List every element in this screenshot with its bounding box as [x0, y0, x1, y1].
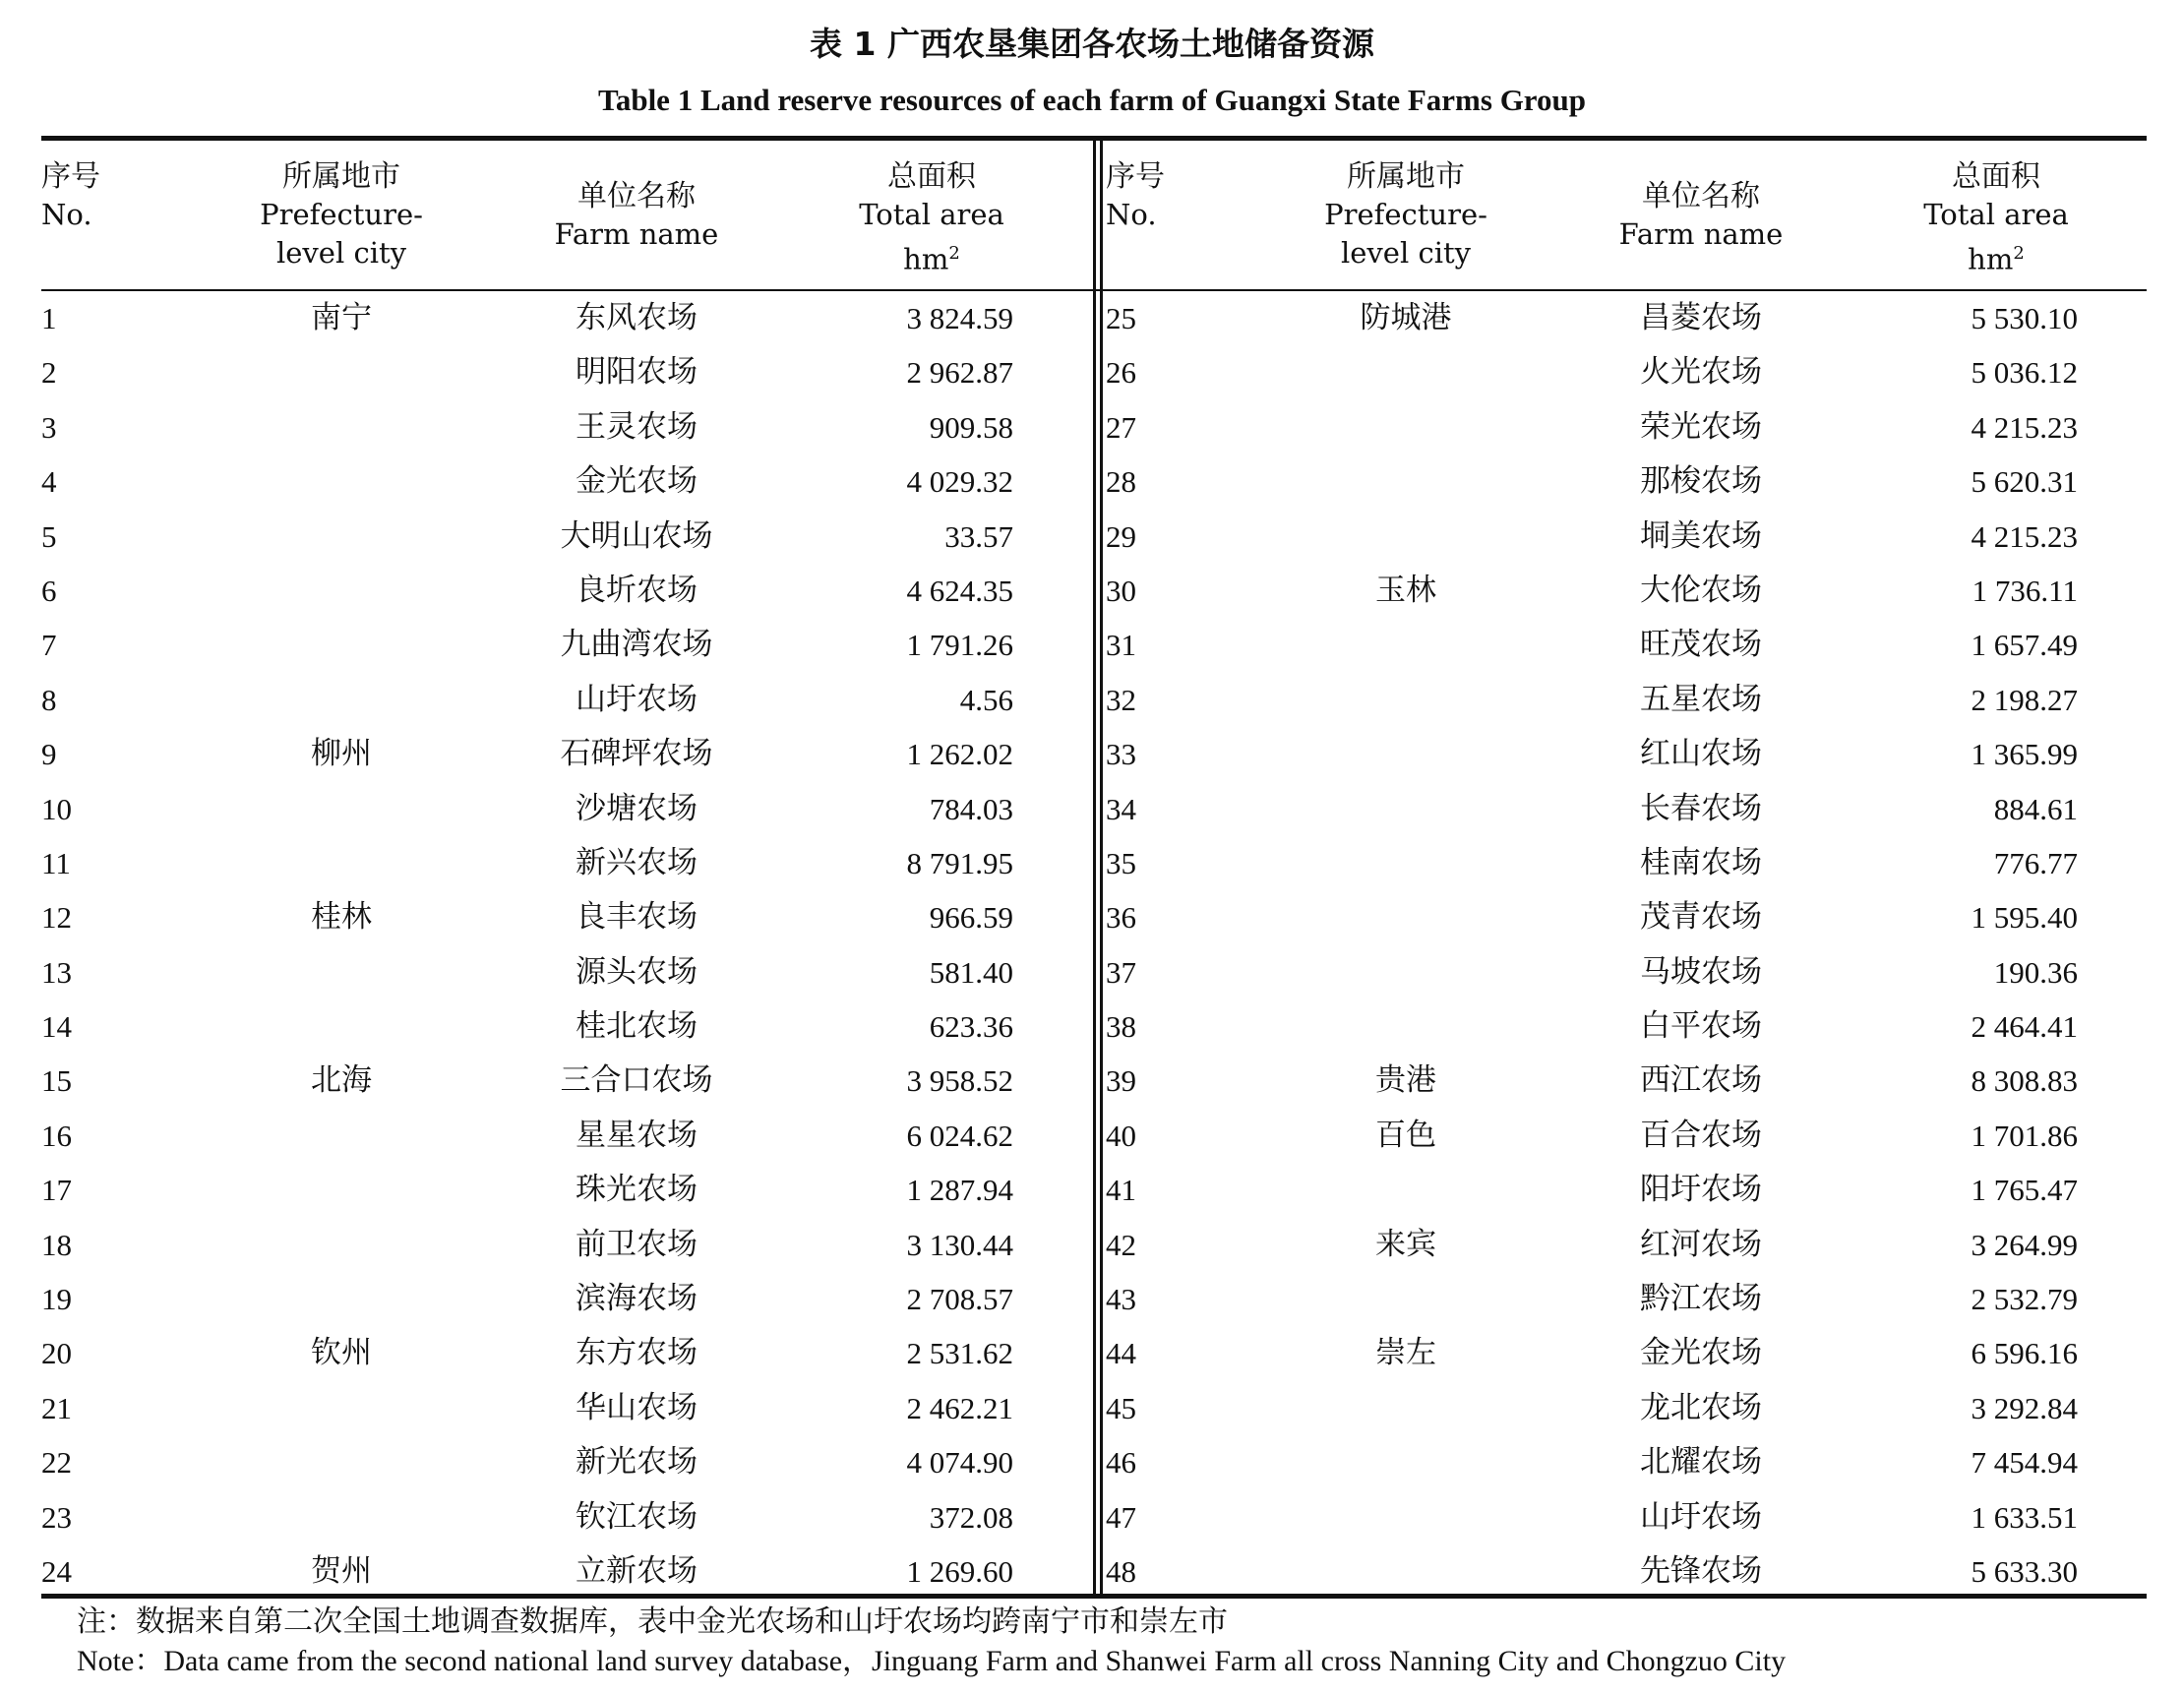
- table-row: [41, 345, 1089, 399]
- row-farm-name: 长春农场: [1640, 790, 1762, 826]
- table-row: [1106, 400, 2154, 454]
- row-total-area: 2 708.57: [906, 1282, 1013, 1317]
- row-farm-name: 马坡农场: [1640, 953, 1762, 990]
- row-city: 贺州: [311, 1552, 372, 1589]
- row-number: 9: [41, 737, 57, 772]
- row-total-area: 3 264.99: [1971, 1227, 2078, 1262]
- row-total-area: 5 036.12: [1971, 355, 2078, 391]
- table-row: [1106, 782, 2154, 836]
- row-number: 47: [1106, 1499, 1136, 1535]
- row-farm-name: 前卫农场: [576, 1226, 698, 1262]
- row-farm-name: 沙塘农场: [576, 790, 698, 826]
- row-farm-name: 钦江农场: [576, 1498, 698, 1535]
- row-farm-name: 百合农场: [1640, 1117, 1762, 1153]
- table-row: [1106, 1272, 2154, 1326]
- table-row: [41, 618, 1089, 672]
- row-farm-name: 东方农场: [576, 1335, 698, 1371]
- row-number: 22: [41, 1445, 72, 1481]
- row-number: 16: [41, 1118, 72, 1153]
- table-row: [41, 510, 1089, 564]
- row-farm-name: 新光农场: [576, 1444, 698, 1481]
- row-total-area: 1 365.99: [1971, 737, 2078, 772]
- row-farm-name: 荣光农场: [1640, 408, 1762, 445]
- table-row: [1106, 1054, 2154, 1108]
- table-row: [41, 1272, 1089, 1326]
- row-farm-name: 山圩农场: [576, 681, 698, 717]
- row-total-area: 1 765.47: [1971, 1173, 2078, 1208]
- row-total-area: 1 262.02: [906, 737, 1013, 772]
- table-row: [1106, 1109, 2154, 1163]
- table-note-cn: 注：数据来自第二次全国土地调查数据库，表中金光农场和山圩农场均跨南宁市和崇左市: [77, 1604, 1228, 1639]
- row-total-area: 5 620.31: [1971, 464, 2078, 500]
- row-number: 23: [41, 1499, 72, 1535]
- row-total-area: 190.36: [1993, 954, 2078, 990]
- table-row: [41, 836, 1089, 890]
- row-number: 18: [41, 1227, 72, 1262]
- table-row: [1106, 836, 2154, 890]
- table-row: [1106, 890, 2154, 944]
- row-total-area: 5 530.10: [1971, 301, 2078, 335]
- table-half-left: [41, 136, 1089, 1594]
- row-total-area: 6 596.16: [1971, 1336, 2078, 1371]
- row-number: 41: [1106, 1173, 1136, 1208]
- row-number: 5: [41, 518, 57, 554]
- row-total-area: 2 531.62: [906, 1336, 1013, 1371]
- row-farm-name: 旺茂农场: [1640, 627, 1762, 663]
- table-row: [1106, 564, 2154, 618]
- row-total-area: 7 454.94: [1971, 1445, 2078, 1481]
- row-farm-name: 垌美农场: [1640, 517, 1762, 554]
- row-total-area: 3 958.52: [906, 1063, 1013, 1099]
- row-total-area: 3 292.84: [1971, 1390, 2078, 1425]
- table-row: [41, 999, 1089, 1054]
- row-farm-name: 王灵农场: [576, 408, 698, 445]
- row-farm-name: 红山农场: [1640, 736, 1762, 772]
- row-farm-name: 那梭农场: [1640, 463, 1762, 500]
- row-total-area: 33.57: [944, 518, 1013, 554]
- row-city: 百色: [1375, 1117, 1436, 1153]
- row-total-area: 6 024.62: [906, 1118, 1013, 1153]
- table-row: [41, 1054, 1089, 1108]
- row-total-area: 8 308.83: [1971, 1063, 2078, 1099]
- row-farm-name: 良丰农场: [576, 899, 698, 936]
- table-body-right: [1106, 291, 2154, 1599]
- table-row: [41, 454, 1089, 509]
- table-title-en: Table 1 Land reserve resources of each farm of Guangxi State Farms Group: [598, 83, 1586, 117]
- row-farm-name: 先锋农场: [1640, 1552, 1762, 1589]
- row-farm-name: 三合口农场: [560, 1062, 713, 1099]
- row-farm-name: 西江农场: [1640, 1062, 1762, 1099]
- row-number: 39: [1106, 1063, 1136, 1099]
- row-farm-name: 白平农场: [1640, 1008, 1762, 1045]
- table-row: [1106, 1490, 2154, 1544]
- table-row: [41, 890, 1089, 944]
- table-row: [1106, 345, 2154, 399]
- table-row: [1106, 1381, 2154, 1435]
- row-farm-name: 龙北农场: [1640, 1389, 1762, 1425]
- row-number: 14: [41, 1009, 72, 1045]
- row-total-area: 1 269.60: [906, 1553, 1013, 1589]
- row-number: 13: [41, 954, 72, 990]
- row-total-area: 4 215.23: [1971, 518, 2078, 554]
- row-farm-name: 东风农场: [576, 300, 698, 335]
- row-total-area: 909.58: [929, 409, 1013, 445]
- row-farm-name: 新兴农场: [576, 844, 698, 880]
- row-total-area: 2 532.79: [1971, 1282, 2078, 1317]
- header-city: 所属地市 Prefecture- level city: [1324, 159, 1487, 270]
- row-number: 15: [41, 1063, 72, 1099]
- row-total-area: 2 464.41: [1971, 1009, 2078, 1045]
- row-total-area: 623.36: [929, 1009, 1013, 1045]
- row-total-area: 784.03: [929, 791, 1013, 826]
- row-number: 1: [41, 301, 57, 335]
- row-total-area: 3 130.44: [906, 1227, 1013, 1262]
- row-city: 北海: [311, 1062, 372, 1099]
- row-total-area: 776.77: [1993, 845, 2078, 880]
- table-row: [41, 400, 1089, 454]
- table-row: [41, 1326, 1089, 1380]
- table-row: [1106, 291, 2154, 345]
- table-row: [41, 291, 1089, 345]
- row-number: 29: [1106, 518, 1136, 554]
- row-total-area: 1 287.94: [906, 1173, 1013, 1208]
- row-total-area: 2 462.21: [906, 1390, 1013, 1425]
- table-note-en: Note：Data came from the second national land survey database，Jinguang Farm and Shanwei Farm all cross Nanning City and Chongzuo City: [77, 1645, 1787, 1677]
- row-number: 28: [1106, 464, 1136, 500]
- table-row: [1106, 1218, 2154, 1272]
- row-number: 12: [41, 900, 72, 936]
- header-area: 总面积 Total area $hm^2$: [859, 159, 1004, 276]
- table-row: [41, 1435, 1089, 1489]
- header-no: 序号 No.: [41, 159, 100, 231]
- table-row: [1106, 1435, 2154, 1489]
- row-total-area: 4 029.32: [906, 464, 1013, 500]
- row-number: 37: [1106, 954, 1136, 990]
- row-total-area: 8 791.95: [906, 845, 1013, 880]
- table-row: [41, 727, 1089, 781]
- row-total-area: 3 824.59: [906, 301, 1013, 335]
- row-farm-name: 立新农场: [576, 1552, 698, 1589]
- table-body-left: [41, 291, 1089, 1599]
- row-number: 46: [1106, 1445, 1136, 1481]
- table-row: [1106, 945, 2154, 999]
- row-city: 桂林: [311, 899, 372, 936]
- row-farm-name: 华山农场: [576, 1389, 698, 1425]
- table-row: [41, 564, 1089, 618]
- row-farm-name: 金光农场: [1640, 1335, 1762, 1371]
- row-farm-name: 石碑坪农场: [560, 736, 713, 772]
- row-number: 30: [1106, 573, 1136, 608]
- row-number: 48: [1106, 1553, 1136, 1589]
- row-number: 6: [41, 573, 57, 608]
- header-farm: 单位名称 Farm name: [554, 179, 719, 251]
- row-number: 43: [1106, 1282, 1136, 1317]
- row-total-area: 5 633.30: [1971, 1553, 2078, 1589]
- row-total-area: 4 215.23: [1971, 409, 2078, 445]
- table-row: [1106, 1163, 2154, 1217]
- row-farm-name: 大伦农场: [1640, 572, 1762, 608]
- row-farm-name: 五星农场: [1640, 681, 1762, 717]
- row-farm-name: 明阳农场: [576, 354, 698, 391]
- row-number: 42: [1106, 1227, 1136, 1262]
- row-number: 3: [41, 409, 57, 445]
- row-number: 45: [1106, 1390, 1136, 1425]
- table-row: [41, 782, 1089, 836]
- row-number: 36: [1106, 900, 1136, 936]
- row-total-area: 1 595.40: [1971, 900, 2078, 936]
- row-farm-name: 黔江农场: [1640, 1281, 1762, 1317]
- row-farm-name: 阳圩农场: [1640, 1172, 1762, 1208]
- row-total-area: 4 074.90: [906, 1445, 1013, 1481]
- table-title-cn: 表 1 广西农垦集团各农场土地储备资源: [810, 25, 1374, 63]
- row-total-area: 1 633.51: [1971, 1499, 2078, 1535]
- table-half-right: [1106, 136, 2154, 1594]
- row-farm-name: 源头农场: [576, 953, 698, 990]
- table-row: [1106, 673, 2154, 727]
- row-number: 19: [41, 1282, 72, 1317]
- table-row: [41, 1381, 1089, 1435]
- row-city: 贵港: [1375, 1062, 1436, 1099]
- row-farm-name: 良圻农场: [576, 572, 698, 608]
- row-total-area: 1 791.26: [906, 628, 1013, 663]
- row-number: 40: [1106, 1118, 1136, 1153]
- row-total-area: 1 701.86: [1971, 1118, 2078, 1153]
- data-table: [41, 136, 2147, 1599]
- table-row: [1106, 454, 2154, 509]
- header-no: 序号 No.: [1106, 159, 1165, 231]
- row-total-area: 1 736.11: [1972, 573, 2078, 608]
- row-total-area: 4 624.35: [906, 573, 1013, 608]
- row-number: 27: [1106, 409, 1136, 445]
- row-number: 4: [41, 464, 57, 500]
- row-farm-name: 山圩农场: [1640, 1498, 1762, 1535]
- row-number: 26: [1106, 355, 1136, 391]
- table-row: [1106, 999, 2154, 1054]
- column-divider-left: [1093, 136, 1096, 1599]
- header-farm: 单位名称 Farm name: [1618, 179, 1784, 251]
- row-farm-name: 星星农场: [576, 1117, 698, 1153]
- table-row: [41, 1490, 1089, 1544]
- row-number: 17: [41, 1173, 72, 1208]
- row-number: 33: [1106, 737, 1136, 772]
- row-city: 崇左: [1375, 1335, 1436, 1371]
- table-row: [1106, 618, 2154, 672]
- table-row: [41, 1163, 1089, 1217]
- row-number: 44: [1106, 1336, 1136, 1371]
- row-number: 32: [1106, 682, 1136, 717]
- table-row: [41, 1544, 1089, 1599]
- row-number: 24: [41, 1553, 72, 1589]
- row-city: 防城港: [1360, 300, 1452, 335]
- row-total-area: 372.08: [929, 1499, 1013, 1535]
- row-number: 38: [1106, 1009, 1136, 1045]
- row-farm-name: 大明山农场: [560, 517, 713, 554]
- row-farm-name: 火光农场: [1640, 354, 1762, 391]
- row-number: 25: [1106, 301, 1136, 335]
- header-area: 总面积 Total area $hm^2$: [1923, 159, 2069, 276]
- row-farm-name: 金光农场: [576, 463, 698, 500]
- row-farm-name: 滨海农场: [576, 1281, 698, 1317]
- row-city: 柳州: [311, 736, 372, 772]
- row-total-area: 2 198.27: [1971, 682, 2078, 717]
- table-row: [41, 945, 1089, 999]
- row-number: 11: [41, 845, 71, 880]
- row-number: 8: [41, 682, 57, 717]
- row-total-area: 884.61: [1993, 791, 2078, 826]
- column-divider-right: [1100, 136, 1103, 1599]
- table-row: [1106, 1326, 2154, 1380]
- row-total-area: 4.56: [959, 682, 1013, 717]
- row-farm-name: 珠光农场: [576, 1172, 698, 1208]
- row-farm-name: 昌菱农场: [1640, 300, 1762, 335]
- table-row: [41, 673, 1089, 727]
- row-city: 南宁: [311, 300, 372, 335]
- row-total-area: 2 962.87: [906, 355, 1013, 391]
- row-number: 34: [1106, 791, 1136, 826]
- row-farm-name: 九曲湾农场: [560, 627, 713, 663]
- row-number: 31: [1106, 628, 1136, 663]
- table-row: [41, 1109, 1089, 1163]
- table-row: [1106, 510, 2154, 564]
- row-number: 2: [41, 355, 57, 391]
- row-farm-name: 茂青农场: [1640, 899, 1762, 936]
- row-city: 玉林: [1375, 572, 1436, 608]
- row-number: 21: [41, 1390, 72, 1425]
- row-number: 7: [41, 628, 57, 663]
- row-city: 来宾: [1375, 1226, 1436, 1262]
- row-city: 钦州: [311, 1335, 372, 1371]
- row-number: 10: [41, 791, 72, 826]
- row-farm-name: 桂北农场: [576, 1008, 698, 1045]
- row-total-area: 1 657.49: [1971, 628, 2078, 663]
- table-row: [1106, 1544, 2154, 1599]
- row-farm-name: 桂南农场: [1640, 844, 1762, 880]
- row-total-area: 966.59: [929, 900, 1013, 936]
- header-city: 所属地市 Prefecture- level city: [260, 159, 423, 270]
- row-number: 20: [41, 1336, 72, 1371]
- row-farm-name: 北耀农场: [1640, 1444, 1762, 1481]
- row-number: 35: [1106, 845, 1136, 880]
- row-farm-name: 红河农场: [1640, 1226, 1762, 1262]
- row-total-area: 581.40: [929, 954, 1013, 990]
- table-row: [41, 1218, 1089, 1272]
- table-row: [1106, 727, 2154, 781]
